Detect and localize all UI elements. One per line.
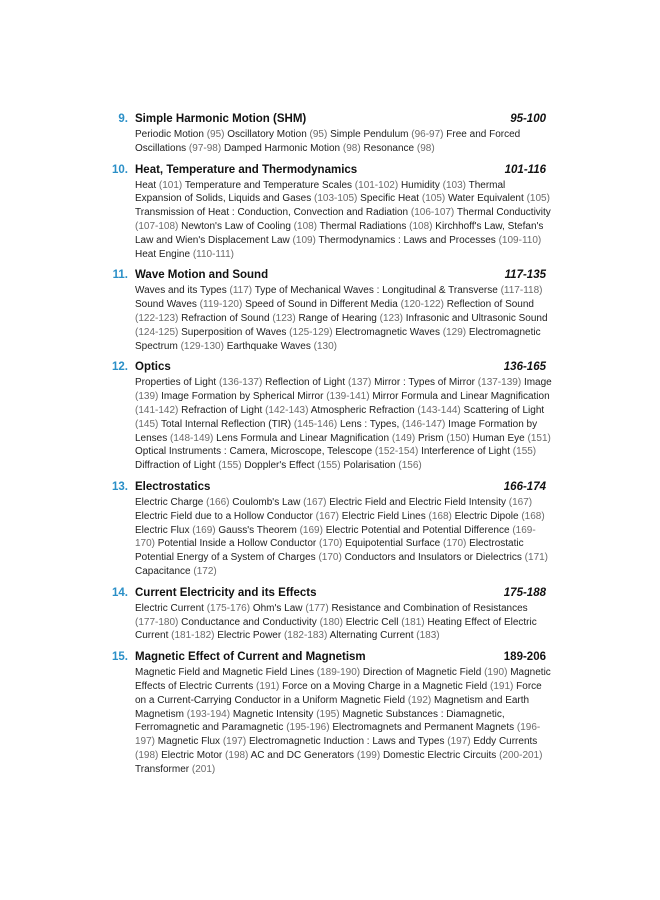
topic-item: [340, 419, 445, 430]
topic-name: Interference of Light: [421, 446, 511, 458]
topic-pages: (137-139): [477, 377, 522, 389]
topic-name: Transmission of Heat : Conduction, Convection and Radiation: [135, 207, 409, 219]
topic-pages: (123): [272, 312, 296, 324]
topic-item: [346, 617, 425, 628]
topic-pages: (107-108): [135, 220, 179, 232]
topic-name: Capacitance: [135, 565, 191, 577]
topic-pages: (183): [416, 630, 440, 642]
topic-pages: (103-105): [314, 193, 358, 205]
chapter-page-range: 189-206: [503, 651, 546, 664]
topic-pages: (137): [347, 377, 372, 389]
topic-name: Electric Field due to a Hollow Conductor: [135, 510, 313, 522]
topic-pages: (108): [293, 220, 318, 232]
topic-pages: (101): [158, 179, 183, 191]
topic-pages: (108): [409, 220, 433, 232]
topic-name: Electrostatic Potential Energy of a System of Charges: [135, 538, 524, 564]
topic-pages: (136-137): [218, 377, 263, 389]
topic-pages: (149): [391, 432, 416, 444]
topic-pages: (195-196): [286, 722, 330, 734]
chapter-page-range: 117-135: [504, 269, 546, 282]
topic-item: [135, 299, 242, 310]
topic-name: Thermal Radiations: [319, 220, 407, 232]
topic-pages: (181-182): [171, 630, 215, 642]
topic-item: [335, 327, 466, 338]
topic-item: [345, 538, 466, 549]
topic-name: Newton's Law of Cooling: [181, 220, 291, 232]
topic-name: Specific Heat: [360, 193, 420, 205]
topic-name: Electric Power: [217, 630, 282, 642]
topic-item: [181, 617, 343, 628]
topic-name: Eddy Currents: [473, 736, 538, 748]
topic-item: [135, 180, 182, 191]
topic-item: [135, 129, 225, 140]
chapter-heading: [106, 649, 552, 666]
topic-name: Coulomb's Law: [232, 496, 301, 508]
topic-name: Oscillatory Motion: [227, 129, 307, 140]
topic-pages: (182-183): [283, 630, 328, 642]
topic-item: [421, 446, 536, 457]
chapter-heading: [106, 111, 552, 128]
chapter-topics: [135, 284, 552, 353]
chapter-title: Heat, Temperature and Thermodynamics: [135, 163, 358, 176]
chapter-topics: [135, 666, 552, 776]
topic-name: Potential Inside a Hollow Conductor: [157, 538, 317, 550]
topic-pages: (175-176): [206, 602, 251, 614]
topic-item: [329, 497, 532, 508]
topic-pages: (180): [319, 616, 343, 628]
topic-pages: (170): [319, 538, 343, 550]
topic-name: Magnetic Substances : Diamagnetic, Ferromagnetic and Paramagnetic: [135, 708, 505, 734]
chapter-entry: [106, 359, 552, 473]
topic-name: Conductors and Insulators or Dielectrics: [344, 552, 522, 564]
topic-item: [232, 497, 326, 508]
topic-pages: (200-201): [499, 749, 543, 761]
topic-item: [298, 313, 403, 324]
topic-pages: (190): [484, 667, 508, 679]
topic-pages: (201): [191, 763, 216, 775]
topic-item: [383, 750, 543, 761]
chapter-entry: [106, 479, 552, 579]
topic-pages: (192): [407, 694, 432, 706]
topic-name: Electric Cell: [345, 616, 399, 628]
topic-item: [330, 630, 440, 641]
topic-name: Electric Current: [135, 602, 204, 614]
topic-pages: (120-122): [400, 299, 444, 311]
chapter-number: 12.: [112, 361, 128, 374]
chapter-number: 14.: [112, 586, 128, 599]
topic-name: Heat Engine: [135, 248, 191, 260]
topic-item: [363, 143, 434, 154]
topic-pages: (95): [206, 129, 225, 140]
topic-pages: (139-141): [326, 391, 370, 403]
topic-name: Transformer: [135, 763, 190, 775]
topic-name: Electric Dipole: [454, 510, 519, 522]
topic-item: [342, 511, 452, 522]
chapter-number: 10.: [112, 163, 128, 176]
chapter-title: Optics: [135, 361, 171, 374]
topic-name: Optical Instruments : Camera, Microscope, Telescope: [135, 446, 373, 458]
topic-name: Scattering of Light: [463, 404, 545, 416]
topic-pages: (181): [401, 616, 425, 628]
topic-item: [185, 180, 398, 191]
topic-pages: (106-107): [410, 207, 455, 219]
chapter-entry: [106, 585, 552, 643]
topic-pages: (117-118): [500, 285, 543, 297]
topic-pages: (130): [313, 340, 337, 352]
topic-pages: (150): [446, 432, 470, 444]
topic-item: [135, 497, 230, 508]
topic-name: Electromagnetic Waves: [335, 326, 440, 338]
topic-name: Superposition of Waves: [181, 326, 287, 338]
topic-pages: (167): [508, 496, 533, 508]
topic-name: Mirror : Types of Mirror: [374, 377, 476, 389]
chapter-topics: [135, 179, 552, 262]
topic-item: [255, 285, 543, 296]
topic-item: [244, 460, 340, 471]
topic-name: Magnetism and Earth Magnetism: [135, 694, 530, 720]
chapter-page-range: 175-188: [503, 586, 546, 599]
chapter-heading: [106, 585, 552, 602]
chapter-heading: [106, 359, 552, 376]
topic-pages: (193-194): [186, 708, 231, 720]
topic-name: Thermodynamics : Laws and Processes: [318, 234, 496, 246]
topic-item: [233, 709, 340, 720]
topic-name: Magnetic Field and Magnetic Field Lines: [135, 667, 314, 679]
topic-item: [363, 667, 508, 678]
topic-item: [135, 525, 216, 536]
topic-name: Electric Flux: [135, 524, 190, 536]
topic-pages: (125-129): [289, 326, 333, 338]
topic-item: [161, 750, 248, 761]
chapter-number: 11.: [112, 269, 128, 282]
topic-pages: (143-144): [417, 404, 461, 416]
topic-name: Heating Effect of Electric Current: [135, 616, 537, 642]
topic-pages: (169-170): [135, 524, 536, 550]
topic-pages: (105): [421, 193, 446, 205]
chapter-title: Simple Harmonic Motion (SHM): [135, 113, 307, 125]
topic-name: Temperature and Temperature Scales: [184, 179, 353, 191]
topic-pages: (172): [193, 565, 217, 577]
topic-item: [181, 405, 308, 416]
chapter-page-range: 166-174: [503, 480, 546, 493]
topic-pages: (123): [379, 312, 403, 324]
topic-name: Force on a Moving Charge in a Magnetic Field: [282, 680, 488, 692]
topic-name: Waves and its Types: [135, 285, 227, 297]
topic-pages: (119-120): [199, 299, 243, 311]
topic-item: [158, 736, 246, 747]
topic-pages: (169): [192, 524, 216, 536]
topic-pages: (97-98): [188, 142, 222, 154]
topic-pages: (109): [292, 234, 316, 246]
chapter-topics: [135, 128, 552, 156]
topic-name: Diffraction of Light: [135, 460, 216, 472]
topic-name: Lens : Types,: [339, 418, 400, 430]
topic-item: [161, 419, 337, 430]
topic-name: Lens Formula and Linear Magnification: [216, 432, 390, 444]
topic-pages: (156): [398, 460, 422, 472]
topic-pages: (129-130): [180, 340, 224, 352]
topic-item: [319, 235, 542, 246]
topic-name: Resistance and Combination of Resistances: [331, 602, 528, 614]
topic-item: [135, 667, 360, 678]
topic-name: Mirror Formula and Linear Magnification: [372, 391, 550, 403]
topic-name: Sound Waves: [135, 299, 197, 311]
topic-name: Refraction of Sound: [181, 312, 270, 324]
chapter-entry: [106, 267, 552, 353]
topic-pages: (129): [442, 326, 467, 338]
topic-item: [218, 525, 323, 536]
topic-pages: (151): [527, 432, 551, 444]
topic-name: Prism: [417, 432, 444, 444]
topic-item: [343, 460, 421, 471]
topic-name: Resonance: [363, 142, 415, 154]
topic-pages: (197): [222, 736, 247, 748]
topic-item: [217, 630, 327, 641]
topic-item: [135, 460, 242, 471]
topic-name: Polarisation: [343, 460, 396, 472]
topic-item: [135, 511, 339, 522]
topic-item: [330, 129, 443, 140]
topic-pages: (103): [442, 179, 466, 191]
topic-name: Human Eye: [472, 432, 525, 444]
topic-item: [418, 433, 470, 444]
topic-name: Earthquake Waves: [226, 340, 311, 352]
topic-item: [345, 552, 548, 563]
topic-pages: (155): [317, 460, 341, 472]
chapter-number: 9.: [118, 113, 128, 125]
chapter-entry: [106, 162, 552, 262]
topic-pages: (196-197): [135, 722, 541, 748]
topic-name: Magnetic Flux: [157, 736, 221, 748]
topic-name: Heat: [135, 179, 157, 191]
topic-pages: (148-149): [170, 432, 214, 444]
topic-pages: (198): [135, 749, 159, 761]
topic-name: Magnetic Intensity: [232, 708, 314, 720]
topic-name: Electromagnetic Induction : Laws and Types: [248, 736, 445, 748]
topic-name: Ohm's Law: [252, 602, 303, 614]
chapter-topics: [135, 376, 552, 473]
topic-item: [216, 433, 415, 444]
topic-name: Range of Hearing: [298, 312, 377, 324]
topic-name: Electric Potential and Potential Difference: [325, 524, 510, 536]
topic-pages: (152-154): [374, 446, 419, 458]
topic-pages: (171): [524, 552, 549, 564]
topic-name: Equipotential Surface: [345, 538, 441, 550]
topic-pages: (168): [521, 510, 545, 522]
topic-pages: (96-97): [411, 129, 444, 140]
topic-name: Domestic Electric Circuits: [382, 749, 497, 761]
chapter-page-range: 136-165: [503, 361, 546, 374]
topic-item: [135, 377, 262, 388]
chapter-topics: [135, 602, 552, 643]
topic-name: Simple Pendulum: [330, 129, 409, 140]
topic-name: Atmospheric Refraction: [310, 404, 415, 416]
topic-pages: (141-142): [135, 404, 179, 416]
topic-name: Refraction of Light: [181, 404, 263, 416]
topic-pages: (117): [229, 285, 253, 297]
topic-item: [135, 446, 418, 457]
topic-item: [135, 207, 454, 218]
topic-name: Alternating Current: [329, 630, 414, 642]
topic-pages: (124-125): [135, 326, 179, 338]
topic-item: [455, 511, 545, 522]
topic-name: Total Internal Reflection (TIR): [160, 418, 292, 430]
topic-item: [161, 391, 369, 402]
topic-pages: (109-110): [498, 234, 542, 246]
topic-name: Reflection of Light: [265, 377, 346, 389]
chapter-heading: [106, 162, 552, 179]
topic-pages: (145-146): [293, 418, 338, 430]
topic-name: Electromagnets and Permanent Magnets: [332, 722, 515, 734]
topic-item: [181, 221, 317, 232]
topic-item: [374, 377, 521, 388]
topic-name: Image Formation by Spherical Mirror: [161, 391, 324, 403]
chapter-title: Wave Motion and Sound: [135, 269, 269, 282]
chapter-title: Electrostatics: [135, 480, 211, 493]
topic-pages: (177): [305, 602, 329, 614]
topic-item: [401, 180, 466, 191]
topic-item: [181, 313, 296, 324]
topic-pages: (122-123): [135, 312, 179, 324]
chapter-topics: [135, 496, 552, 579]
topic-pages: (139): [135, 391, 159, 403]
topic-pages: (167): [315, 510, 340, 522]
topic-pages: (191): [255, 680, 280, 692]
topic-item: [282, 681, 513, 692]
topic-name: Conductance and Conductivity: [181, 616, 317, 628]
topic-item: [224, 143, 361, 154]
topic-name: Electric Motor: [161, 749, 223, 761]
topic-pages: (167): [303, 496, 327, 508]
topic-pages: (98): [416, 142, 435, 154]
topic-name: Image: [523, 377, 552, 389]
topic-pages: (168): [428, 510, 452, 522]
topic-item: [245, 299, 444, 310]
topic-name: Electric Charge: [135, 496, 204, 508]
chapter-entry: [106, 649, 552, 776]
topic-pages: (142-143): [265, 404, 309, 416]
topic-pages: (170): [318, 552, 342, 564]
topic-name: Reflection of Sound: [446, 299, 534, 311]
topic-name: Infrasonic and Ultrasonic Sound: [405, 312, 548, 324]
topic-name: Free and Forced Oscillations: [135, 129, 521, 154]
topic-pages: (169): [299, 524, 323, 536]
topic-item: [311, 405, 461, 416]
topic-item: [472, 433, 550, 444]
topic-pages: (191): [490, 680, 514, 692]
topic-name: Speed of Sound in Different Media: [245, 299, 398, 311]
topic-item: [135, 603, 250, 614]
topic-name: Thermal Conductivity: [456, 207, 551, 219]
topic-item: [227, 129, 327, 140]
topic-name: Electric Field and Electric Field Intensity: [329, 496, 506, 508]
topic-name: Electric Field Lines: [341, 510, 426, 522]
topic-item: [448, 193, 550, 204]
topic-item: [135, 764, 215, 775]
topic-name: Image Formation by Lenses: [135, 418, 538, 444]
topic-name: Gauss's Theorem: [218, 524, 297, 536]
topic-name: Thermal Expansion of Solids, Liquids and Gases: [135, 179, 506, 205]
topic-pages: (155): [512, 446, 537, 458]
topic-pages: (198): [225, 749, 249, 761]
topic-item: [360, 193, 445, 204]
chapter-entry: [106, 111, 552, 156]
chapter-title: Magnetic Effect of Current and Magnetism: [135, 651, 366, 664]
topic-item: [135, 249, 234, 260]
topic-pages: (199): [356, 749, 381, 761]
topic-pages: (146-147): [402, 418, 446, 430]
topic-name: Type of Mechanical Waves : Longitudinal & Transverse: [254, 285, 498, 297]
topic-pages: (101-102): [354, 179, 399, 191]
topic-item: [249, 736, 471, 747]
topic-item: [251, 750, 381, 761]
topic-item: [265, 377, 371, 388]
topic-item: [135, 285, 252, 296]
topic-pages: (155): [218, 460, 242, 472]
topic-pages: (197): [447, 736, 471, 748]
topic-pages: (189-190): [316, 667, 361, 679]
topic-item: [181, 327, 332, 338]
table-of-contents: [106, 111, 552, 782]
topic-name: Direction of Magnetic Field: [362, 667, 482, 679]
topic-pages: (110-111): [192, 248, 234, 260]
topic-name: Properties of Light: [135, 377, 217, 389]
topic-pages: (170): [443, 538, 467, 550]
topic-pages: (95): [309, 129, 328, 140]
topic-pages: (105): [526, 193, 550, 205]
topic-pages: (98): [342, 142, 361, 154]
topic-name: Electromagnetic Spectrum: [135, 326, 541, 352]
topic-pages: (166): [206, 496, 230, 508]
chapter-number: 13.: [112, 480, 128, 493]
topic-pages: (195): [316, 708, 340, 720]
topic-name: Doppler's Effect: [244, 460, 315, 472]
topic-pages: (145): [135, 418, 159, 430]
chapter-title: Current Electricity and its Effects: [135, 586, 317, 599]
topic-name: Periodic Motion: [135, 129, 204, 140]
topic-name: Damped Harmonic Motion: [223, 142, 341, 154]
topic-name: Force on a Current-Carrying Conductor in a Uniform Magnetic Field: [135, 680, 542, 706]
topic-name: Kirchhoff's Law, Stefan's Law and Wien's Displacement Law: [135, 220, 544, 246]
topic-item: [227, 341, 337, 352]
chapter-heading: [106, 267, 552, 284]
topic-name: Humidity: [400, 179, 440, 191]
topic-item: [320, 221, 433, 232]
topic-item: [253, 603, 329, 614]
topic-name: AC and DC Generators: [250, 749, 355, 761]
chapter-page-range: 101-116: [504, 163, 546, 176]
topic-name: Water Equivalent: [448, 193, 524, 205]
chapter-number: 15.: [112, 651, 128, 664]
topic-pages: (177-180): [135, 616, 179, 628]
chapter-page-range: 95-100: [510, 113, 546, 125]
chapter-heading: [106, 479, 552, 496]
topic-item: [158, 538, 343, 549]
topic-name: Magnetic Effects of Electric Currents: [135, 667, 551, 692]
topic-item: [135, 566, 217, 577]
